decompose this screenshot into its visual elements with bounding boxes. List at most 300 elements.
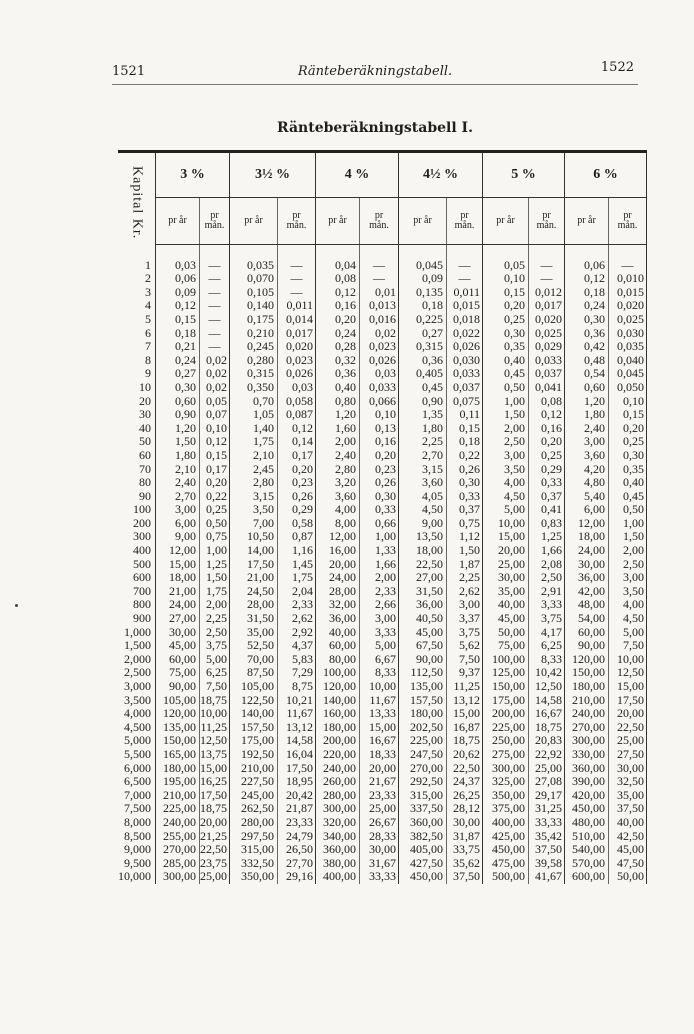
rate-header-3-5: 3½ % (230, 152, 316, 198)
capital-cell: 3,000 (118, 680, 156, 694)
per-month-cell: 0,17 (278, 449, 316, 463)
table-row (118, 666, 647, 680)
per-year-cell: 427,50 (399, 857, 447, 871)
per-month-cell: 1,33 (360, 544, 399, 558)
per-month-cell: 6,25 (200, 666, 230, 680)
per-year-cell: 14,00 (230, 544, 278, 558)
per-month-cell: 0,087 (278, 408, 316, 422)
spacer-cell (156, 245, 200, 259)
per-year-cell: 20,00 (316, 558, 360, 572)
per-month-cell: 0,30 (609, 449, 647, 463)
per-month-cell: 0,20 (609, 422, 647, 436)
per-month-cell: 8,33 (529, 653, 565, 667)
per-month-cell: 2,33 (360, 585, 399, 599)
per-month-cell: 23,75 (200, 857, 230, 871)
per-year-cell: 54,00 (565, 612, 609, 626)
per-month-cell: 0,013 (360, 299, 399, 313)
per-month-cell: 0,83 (529, 517, 565, 531)
per-year-cell: 0,60 (156, 395, 200, 409)
per-year-cell: 450,00 (565, 802, 609, 816)
per-month-cell: 7,29 (278, 666, 316, 680)
per-month-cell: 0,22 (447, 449, 483, 463)
per-year-cell: 255,00 (156, 830, 200, 844)
per-month-cell: 5,00 (360, 639, 399, 653)
per-month-cell: 0,66 (360, 517, 399, 531)
per-month-cell: 26,25 (447, 789, 483, 803)
per-year-cell: 210,00 (156, 789, 200, 803)
sub-header-month-line2: mån. (286, 220, 307, 231)
per-month-cell: 17,50 (200, 789, 230, 803)
per-year-cell: 0,20 (316, 313, 360, 327)
per-month-cell: 28,33 (360, 830, 399, 844)
per-month-cell: 7,50 (200, 680, 230, 694)
per-month-cell: 0,02 (200, 367, 230, 381)
per-month-cell: — (200, 313, 230, 327)
sub-header-month-line1: pr (374, 210, 384, 221)
per-year-cell: 245,00 (230, 789, 278, 803)
per-year-cell: 3,50 (230, 503, 278, 517)
per-year-cell: 1,20 (156, 422, 200, 436)
per-year-cell: 157,50 (399, 694, 447, 708)
capital-cell: 30 (118, 408, 156, 422)
per-month-cell: 0,023 (278, 354, 316, 368)
per-year-cell: 475,00 (483, 857, 529, 871)
per-month-cell: 0,41 (529, 503, 565, 517)
table-row (118, 517, 647, 531)
per-month-cell: 0,020 (529, 313, 565, 327)
per-month-cell: — (609, 259, 647, 273)
per-year-cell: 30,00 (156, 626, 200, 640)
per-month-cell: 32,50 (609, 775, 647, 789)
table-row (118, 762, 647, 776)
per-year-cell: 0,045 (399, 259, 447, 273)
capital-cell: 6,000 (118, 762, 156, 776)
per-month-cell: 0,011 (447, 286, 483, 300)
table-title: Ränteberäkningstabell I. (277, 120, 473, 136)
per-year-cell: 18,00 (156, 571, 200, 585)
per-month-cell: 0,26 (360, 476, 399, 490)
per-month-cell: 2,91 (529, 585, 565, 599)
capital-cell: 900 (118, 612, 156, 626)
per-year-cell: 150,00 (156, 734, 200, 748)
per-month-cell: 0,012 (529, 286, 565, 300)
per-month-cell: 0,45 (609, 490, 647, 504)
per-year-cell: 18,00 (565, 530, 609, 544)
per-month-cell: 0,066 (360, 395, 399, 409)
per-month-cell: 0,20 (200, 476, 230, 490)
per-month-cell: 30,00 (360, 843, 399, 857)
per-month-cell: 11,25 (200, 721, 230, 735)
per-year-cell: 4,20 (565, 463, 609, 477)
table-row (118, 286, 647, 300)
per-year-cell: 375,00 (483, 802, 529, 816)
per-year-cell: 1,00 (483, 395, 529, 409)
per-year-cell: 4,50 (483, 490, 529, 504)
per-year-cell: 2,50 (483, 435, 529, 449)
per-year-cell: 0,18 (565, 286, 609, 300)
per-month-cell: 0,040 (609, 354, 647, 368)
per-month-cell: 1,12 (447, 530, 483, 544)
per-month-cell: 2,50 (529, 571, 565, 585)
per-year-cell: 5,00 (483, 503, 529, 517)
per-year-cell: 0,135 (399, 286, 447, 300)
per-year-cell: 0,12 (316, 286, 360, 300)
per-year-cell: 140,00 (230, 707, 278, 721)
table-row (118, 299, 647, 313)
capital-cell: 8,000 (118, 816, 156, 830)
per-year-cell: 150,00 (565, 666, 609, 680)
per-month-cell: 0,10 (360, 408, 399, 422)
per-month-cell: 13,12 (447, 694, 483, 708)
per-year-cell: 180,00 (156, 762, 200, 776)
per-month-cell: 0,75 (447, 517, 483, 531)
per-month-cell: 20,83 (529, 734, 565, 748)
per-month-cell: 2,50 (200, 626, 230, 640)
per-year-cell: 45,00 (399, 626, 447, 640)
per-month-cell: 12,50 (200, 734, 230, 748)
per-year-cell: 25,00 (483, 558, 529, 572)
per-year-cell: 3,15 (230, 490, 278, 504)
per-year-cell: 2,10 (156, 463, 200, 477)
per-year-cell: 12,00 (156, 544, 200, 558)
per-month-cell: 1,87 (447, 558, 483, 572)
per-month-cell: 2,04 (278, 585, 316, 599)
per-month-cell: 21,67 (360, 775, 399, 789)
sub-header-month-line1: pr (210, 210, 219, 221)
per-month-cell: 1,50 (200, 571, 230, 585)
per-year-cell: 210,00 (565, 694, 609, 708)
capital-cell: 20 (118, 395, 156, 409)
per-month-cell: — (278, 272, 316, 286)
spacer-cell (447, 245, 483, 259)
sub-header-per-month (529, 198, 565, 245)
per-month-cell: 20,00 (609, 707, 647, 721)
per-month-cell: 20,42 (278, 789, 316, 803)
per-month-cell: 16,67 (360, 734, 399, 748)
per-year-cell: 4,80 (565, 476, 609, 490)
per-year-cell: 0,90 (399, 395, 447, 409)
per-year-cell: 36,00 (565, 571, 609, 585)
per-month-cell: 25,00 (200, 870, 230, 884)
per-month-cell: 1,16 (278, 544, 316, 558)
capital-cell: 400 (118, 544, 156, 558)
per-month-cell: 2,92 (278, 626, 316, 640)
table-row (118, 313, 647, 327)
table-row (118, 476, 647, 490)
page-number-left: 1521 (112, 64, 146, 79)
per-month-cell: 3,75 (447, 626, 483, 640)
per-month-cell: 0,11 (447, 408, 483, 422)
per-year-cell: 0,280 (230, 354, 278, 368)
capital-cell: 7 (118, 340, 156, 354)
per-year-cell: 180,00 (316, 721, 360, 735)
per-year-cell: 0,04 (316, 259, 360, 273)
table-row (118, 544, 647, 558)
per-month-cell: 45,00 (609, 843, 647, 857)
per-month-cell: 3,37 (447, 612, 483, 626)
capital-cell: 1 (118, 259, 156, 273)
per-month-cell: 31,87 (447, 830, 483, 844)
per-year-cell: 3,00 (483, 449, 529, 463)
capital-cell: 10,000 (118, 870, 156, 884)
per-month-cell: 0,025 (529, 327, 565, 341)
per-year-cell: 0,35 (483, 340, 529, 354)
per-month-cell: 0,30 (360, 490, 399, 504)
per-month-cell: 1,00 (200, 544, 230, 558)
per-year-cell: 350,00 (483, 789, 529, 803)
per-year-cell: 350,00 (230, 870, 278, 884)
per-month-cell: 22,50 (200, 843, 230, 857)
per-month-cell: 15,00 (609, 680, 647, 694)
capital-cell: 1,000 (118, 626, 156, 640)
per-month-cell: 40,00 (609, 816, 647, 830)
capital-cell: 9,500 (118, 857, 156, 871)
capital-cell: 7,500 (118, 802, 156, 816)
per-year-cell: 0,210 (230, 327, 278, 341)
per-month-cell: 0,26 (447, 463, 483, 477)
per-year-cell: 270,00 (156, 843, 200, 857)
running-title: Ränteberäkningstabell. (297, 64, 453, 79)
per-month-cell: 35,42 (529, 830, 565, 844)
per-month-cell: 7,50 (447, 653, 483, 667)
per-month-cell: 2,25 (447, 571, 483, 585)
capital-cell: 10 (118, 381, 156, 395)
per-month-cell: 2,25 (200, 612, 230, 626)
table-row (118, 558, 647, 572)
per-month-cell: 10,00 (609, 653, 647, 667)
per-month-cell: 5,00 (609, 626, 647, 640)
per-month-cell: 20,00 (200, 816, 230, 830)
per-year-cell: 2,80 (316, 463, 360, 477)
per-month-cell: 10,00 (360, 680, 399, 694)
per-year-cell: 0,315 (230, 367, 278, 381)
per-year-cell: 1,80 (399, 422, 447, 436)
per-year-cell: 24,00 (565, 544, 609, 558)
per-year-cell: 0,20 (483, 299, 529, 313)
per-year-cell: 1,60 (316, 422, 360, 436)
per-month-cell: 0,02 (200, 354, 230, 368)
per-month-cell: 0,011 (278, 299, 316, 313)
per-month-cell: — (447, 259, 483, 273)
per-year-cell: 28,00 (230, 598, 278, 612)
per-year-cell: 50,00 (483, 626, 529, 640)
per-month-cell: — (360, 259, 399, 273)
per-month-cell: 0,17 (200, 463, 230, 477)
sub-header-month-line2: mån. (204, 220, 225, 231)
per-year-cell: 0,70 (230, 395, 278, 409)
per-year-cell: 105,00 (230, 680, 278, 694)
table-row (118, 367, 647, 381)
sub-header-month-line2: mån. (617, 220, 638, 231)
per-year-cell: 0,06 (156, 272, 200, 286)
per-month-cell: 6,67 (360, 653, 399, 667)
per-month-cell: 0,37 (447, 503, 483, 517)
per-year-cell: 210,00 (230, 762, 278, 776)
per-year-cell: 30,00 (565, 558, 609, 572)
per-year-cell: 70,00 (230, 653, 278, 667)
sub-header-month-line2: mån. (454, 220, 475, 231)
per-year-cell: 300,00 (156, 870, 200, 884)
capital-cell: 4,000 (118, 707, 156, 721)
per-year-cell: 2,10 (230, 449, 278, 463)
per-year-cell: 2,00 (483, 422, 529, 436)
per-year-cell: 315,00 (399, 789, 447, 803)
table-row (118, 816, 647, 830)
per-month-cell: 0,22 (200, 490, 230, 504)
capital-cell: 9,000 (118, 843, 156, 857)
per-year-cell: 0,10 (483, 272, 529, 286)
per-year-cell: 262,50 (230, 802, 278, 816)
per-month-cell: 0,02 (200, 381, 230, 395)
per-year-cell: 60,00 (565, 626, 609, 640)
capital-cell: 6,500 (118, 775, 156, 789)
per-year-cell: 0,16 (316, 299, 360, 313)
per-month-cell: 1,00 (609, 517, 647, 531)
per-year-cell: 2,00 (316, 435, 360, 449)
per-year-cell: 0,48 (565, 354, 609, 368)
kapital-label: Kapital Kr. (129, 166, 145, 240)
per-month-cell: 3,75 (200, 639, 230, 653)
per-month-cell: 0,017 (278, 327, 316, 341)
per-year-cell: 260,00 (316, 775, 360, 789)
per-month-cell: 0,33 (447, 490, 483, 504)
per-month-cell: 0,16 (529, 422, 565, 436)
per-month-cell: 37,50 (609, 802, 647, 816)
per-month-cell: 0,25 (529, 449, 565, 463)
table-row (118, 802, 647, 816)
per-month-cell: 1,45 (278, 558, 316, 572)
per-year-cell: 297,50 (230, 830, 278, 844)
per-month-cell: 30,00 (447, 816, 483, 830)
per-year-cell: 40,00 (316, 626, 360, 640)
per-month-cell: — (200, 286, 230, 300)
per-year-cell: 0,25 (483, 313, 529, 327)
capital-cell: 2,000 (118, 653, 156, 667)
per-month-cell: 0,058 (278, 395, 316, 409)
per-year-cell: 0,18 (156, 327, 200, 341)
per-month-cell: 22,50 (609, 721, 647, 735)
per-year-cell: 17,50 (230, 558, 278, 572)
per-month-cell: 0,030 (609, 327, 647, 341)
per-month-cell: 2,50 (609, 558, 647, 572)
per-month-cell: 0,03 (278, 381, 316, 395)
sub-header-month-line1: pr (292, 210, 301, 221)
per-month-cell: 0,025 (609, 313, 647, 327)
per-year-cell: 1,75 (230, 435, 278, 449)
per-month-cell: 4,50 (609, 612, 647, 626)
per-month-cell: 4,00 (609, 598, 647, 612)
per-month-cell: 17,50 (609, 694, 647, 708)
per-month-cell: 0,020 (609, 299, 647, 313)
per-month-cell: 10,21 (278, 694, 316, 708)
per-month-cell: 16,87 (447, 721, 483, 735)
per-year-cell: 240,00 (565, 707, 609, 721)
table-row (118, 680, 647, 694)
table-row (118, 612, 647, 626)
capital-cell: 1,500 (118, 639, 156, 653)
per-year-cell: 27,00 (399, 571, 447, 585)
spacer-cell (316, 245, 360, 259)
per-year-cell: 20,00 (483, 544, 529, 558)
per-year-cell: 240,00 (316, 762, 360, 776)
capital-cell: 500 (118, 558, 156, 572)
per-month-cell: 23,33 (360, 789, 399, 803)
per-month-cell: 15,00 (447, 707, 483, 721)
per-month-cell: 22,92 (529, 748, 565, 762)
per-year-cell: 390,00 (565, 775, 609, 789)
per-month-cell: 0,029 (529, 340, 565, 354)
per-month-cell: 18,75 (200, 802, 230, 816)
table-row (118, 530, 647, 544)
table-row (118, 408, 647, 422)
per-year-cell: 40,50 (399, 612, 447, 626)
per-month-cell: 8,33 (360, 666, 399, 680)
table-row (118, 626, 647, 640)
per-month-cell: 3,50 (609, 585, 647, 599)
per-year-cell: 227,50 (230, 775, 278, 789)
per-month-cell: 0,015 (447, 299, 483, 313)
per-year-cell: 0,42 (565, 340, 609, 354)
per-month-cell: 0,12 (200, 435, 230, 449)
per-month-cell: 33,33 (360, 870, 399, 884)
per-month-cell: 18,75 (447, 734, 483, 748)
per-year-cell: 0,09 (156, 286, 200, 300)
per-year-cell: 0,27 (156, 367, 200, 381)
spacer-cell (278, 245, 316, 259)
per-month-cell: 0,58 (278, 517, 316, 531)
per-year-cell: 6,00 (565, 503, 609, 517)
per-month-cell: 0,40 (609, 476, 647, 490)
sub-header-per-year: pr år (316, 198, 360, 245)
per-year-cell: 21,00 (230, 571, 278, 585)
per-year-cell: 90,00 (565, 639, 609, 653)
spacer-cell (565, 245, 609, 259)
per-year-cell: 87,50 (230, 666, 278, 680)
per-year-cell: 420,00 (565, 789, 609, 803)
per-month-cell: 0,035 (609, 340, 647, 354)
per-year-cell: 0,21 (156, 340, 200, 354)
per-month-cell: 0,23 (360, 463, 399, 477)
per-month-cell: 10,00 (200, 707, 230, 721)
per-year-cell: 0,36 (565, 327, 609, 341)
per-month-cell: 13,33 (360, 707, 399, 721)
per-month-cell: 0,020 (278, 340, 316, 354)
sub-header-per-year: pr år (399, 198, 447, 245)
per-year-cell: 52,50 (230, 639, 278, 653)
per-year-cell: 0,36 (399, 354, 447, 368)
per-month-cell: — (278, 259, 316, 273)
per-year-cell: 24,00 (156, 598, 200, 612)
per-year-cell: 15,00 (483, 530, 529, 544)
per-year-cell: 0,08 (316, 272, 360, 286)
per-year-cell: 75,00 (483, 639, 529, 653)
per-month-cell: 0,29 (278, 503, 316, 517)
per-month-cell: 14,58 (529, 694, 565, 708)
per-year-cell: 180,00 (399, 707, 447, 721)
table-row (118, 571, 647, 585)
sub-header-per-month (200, 198, 230, 245)
per-year-cell: 0,24 (316, 327, 360, 341)
per-month-cell: — (529, 259, 565, 273)
per-month-cell: 0,026 (360, 354, 399, 368)
table-row (118, 843, 647, 857)
per-month-cell: 25,00 (609, 734, 647, 748)
per-month-cell: 1,50 (447, 544, 483, 558)
per-year-cell: 0,350 (230, 381, 278, 395)
spacer-cell (200, 245, 230, 259)
per-month-cell: 0,07 (200, 408, 230, 422)
per-month-cell: 3,00 (360, 612, 399, 626)
